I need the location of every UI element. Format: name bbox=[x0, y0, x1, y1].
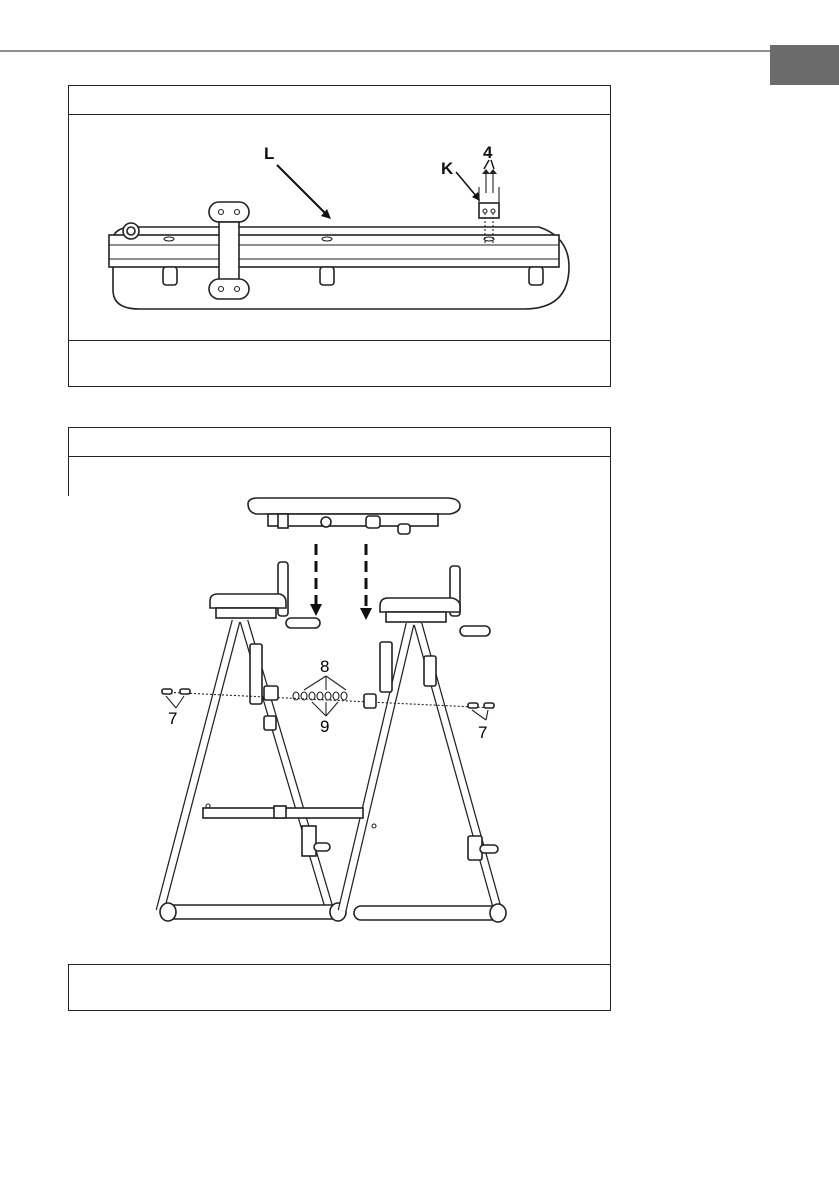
step-box-1 bbox=[68, 85, 611, 387]
upper-plate bbox=[209, 202, 249, 222]
step-2-footer bbox=[69, 964, 610, 1010]
lower-plate bbox=[209, 279, 249, 299]
bracket-k bbox=[479, 203, 499, 218]
page-corner-rule bbox=[0, 0, 839, 60]
callout-k: K bbox=[441, 159, 454, 178]
callout-7-right: 7 bbox=[478, 723, 488, 742]
language-tab bbox=[770, 45, 839, 85]
rail-l bbox=[109, 235, 559, 267]
callout-4: 4 bbox=[483, 143, 493, 162]
callout-7-left: 7 bbox=[168, 709, 178, 728]
callout-8: 8 bbox=[320, 657, 330, 676]
callout-l: L bbox=[264, 144, 275, 163]
seat-rail-diagram bbox=[69, 115, 609, 342]
callout-9: 9 bbox=[320, 717, 330, 736]
step-1-footer bbox=[69, 340, 610, 386]
frame-drawing bbox=[68, 456, 608, 964]
step-1-header bbox=[69, 86, 610, 115]
step-2-header bbox=[69, 428, 610, 457]
